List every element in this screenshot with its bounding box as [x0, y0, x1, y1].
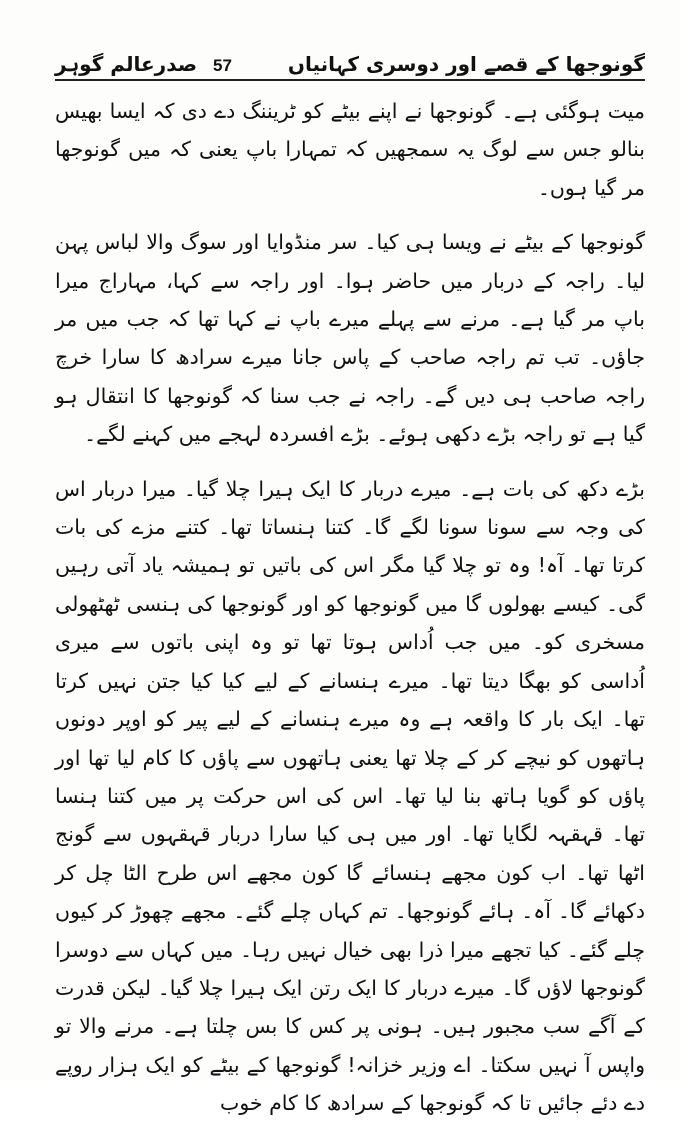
page-number: 57 [213, 56, 232, 75]
paragraph: میت ہوگئی ہے۔ گونوجھا نے اپنے بیٹے کو ٹریننگ دے دی کہ ایسا بھیس بنالو جس سے لوگ یہ سمجھیں کہ تمہارا باپ یعنی کہ میں گونوجھا مر گیا ہوں۔ [55, 99, 645, 200]
paragraph: بڑے دکھ کی بات ہے۔ میرے دربار کا ایک ہیرا چلا گیا۔ میرا دربار اس کی وجہ سے سونا سونا لگے گا۔ کتنا ہنساتا تھا۔ کتنے مزے کی بات کرتا تھا۔ آہ! وہ تو چلا گیا مگر اس کی باتیں تو ہمیشہ یاد آتی رہیں گی۔ کیسے بھولوں گا میں گونوجھا کو اور گونوجھا کی ہنسی ٹھٹھولی مسخری کو۔ میں جب اُداس ہوتا تھا تو وہ اپنی باتوں سے میری اُداسی کو بھگا دیتا تھا۔ میرے ہنسانے کے لیے کیا کیا جتن نہیں کرتا تھا۔ ایک بار کا واقعہ ہے وہ میرے ہنسانے کے لیے پیر کو اوپر دونوں ہاتھوں کو نیچے کر کے چلا تھا یعنی ہاتھوں سے پاؤں کا کام لیا تھا اور پاؤں کو گویا ہاتھ بنا لیا تھا۔ اس کی اس حرکت پر میں کتنا ہنسا تھا۔ قہقہہ لگایا تھا۔ اور میں ہی کیا سارا دربار قہقہوں سے گونج اٹھا تھا۔ اب کون مجھے ہنسائے گا کون مجھے اس طرح الٹا چل کر دکھائے گا۔ آہ۔ ہائے گونوجھا۔ تم کہاں چلے گئے۔ مجھے چھوڑ کر کیوں چلے گئے۔ کیا تجھے میرا ذرا بھی خیال نہیں رہا۔ میں کہاں سے دوسرا گونوجھا لاؤں گا۔ میرے دربار کا ایک رتن ایک ہیرا چلا گیا۔ لیکن قدرت کے آگے سب مجبور ہیں۔ ہونی پر کس کا بس چلتا ہے۔ مرنے والا تو واپس آ نہیں سکتا۔ اے وزیر خزانہ! گونوجھا کے بیٹے کو ایک ہزار روپے دے دئے جائیں تا کہ گونوجھا کے سرادھ کا کام خوب [55, 476, 645, 1116]
paragraph: گونوجھا کے بیٹے نے ویسا ہی کیا۔ سر منڈوایا اور سوگ والا لباس پہن لیا۔ راجہ کے دربار میں حاضر ہوا۔ اور راجہ سے کہا، مہاراج میرا باپ مر گیا ہے۔ مرنے سے پہلے میرے باپ نے کہا تھا کہ جب میں مر جاؤں۔ تب تم راجہ صاحب کے پاس جانا میرے سرادھ کا سارا خرچ راجہ صاحب ہی دیں گے۔ راجہ نے جب سنا کہ گونوجھا کا انتقال ہو گیا ہے تو راجہ بڑے دکھی ہوئے۔ بڑے افسردہ لہجے میں کہنے لگے۔ [55, 230, 645, 447]
author-name: صدرعالم گوہر [55, 52, 198, 76]
page-header [55, 40, 645, 76]
body-text [55, 92, 645, 1139]
book-title: گونوجھا کے قصے اور دوسری کہانیاں [287, 52, 645, 76]
header-divider [55, 79, 645, 81]
